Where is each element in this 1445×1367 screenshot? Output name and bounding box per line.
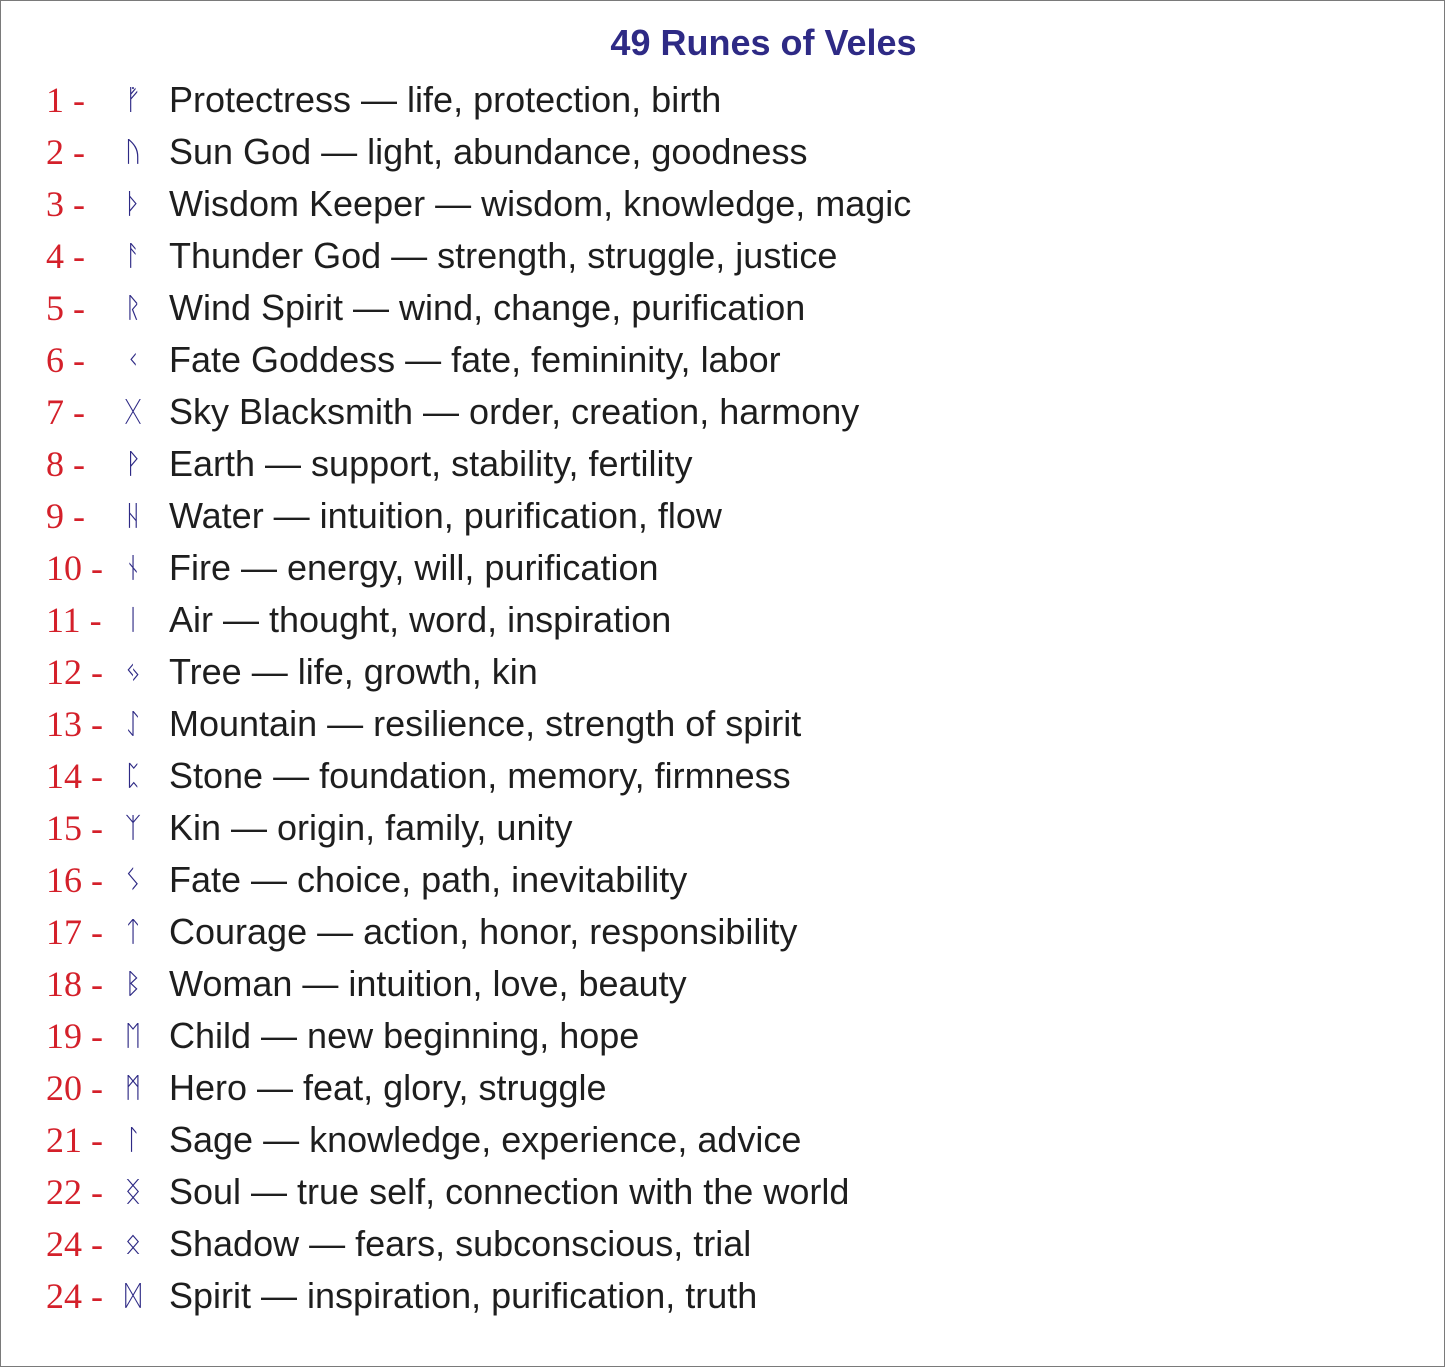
rune-description: Air — thought, word, inspiration (169, 599, 672, 640)
rune-description: Soul — true self, connection with the world (169, 1171, 850, 1212)
rune-child-icon: ᛖ (124, 1019, 142, 1052)
rune-number: 4 - (46, 236, 85, 276)
rune-description: Hero — feat, glory, struggle (169, 1067, 607, 1108)
rune-list-item (1, 802, 1401, 854)
rune-protectress-icon: ᚡ (124, 83, 142, 116)
rune-courage-icon: ᛏ (124, 915, 142, 948)
rune-list (1, 74, 1401, 1322)
rune-number: 24 - (46, 1276, 103, 1316)
rune-shadow-icon: ᛟ (124, 1227, 142, 1260)
rune-list-item (1, 906, 1401, 958)
rune-number: 5 - (46, 288, 85, 328)
rune-list-item (1, 958, 1401, 1010)
rune-list-item (1, 438, 1401, 490)
rune-number: 20 - (46, 1068, 103, 1108)
rune-spirit-icon: ᛞ (124, 1279, 142, 1312)
rune-number: 21 - (46, 1120, 103, 1160)
rune-number: 8 - (46, 444, 85, 484)
rune-list-item (1, 74, 1401, 126)
rune-description: Sky Blacksmith — order, creation, harmony (169, 391, 860, 432)
rune-description: Earth — support, stability, fertility (169, 443, 693, 484)
rune-description: Fate Goddess — fate, femininity, labor (169, 339, 781, 380)
rune-number: 7 - (46, 392, 85, 432)
rune-description: Sage — knowledge, experience, advice (169, 1119, 802, 1160)
rune-number: 11 - (46, 600, 102, 640)
rune-number: 14 - (46, 756, 103, 796)
rune-description: Child — new beginning, hope (169, 1015, 640, 1056)
rune-sun-god-icon: ᚢ (124, 135, 142, 168)
rune-list-item (1, 126, 1401, 178)
rune-list-item (1, 750, 1401, 802)
rune-list-item (1, 334, 1401, 386)
rune-description: Fate — choice, path, inevitability (169, 859, 688, 900)
rune-air-icon: ᛁ (124, 603, 142, 636)
rune-number: 9 - (46, 496, 85, 536)
rune-number: 18 - (46, 964, 103, 1004)
rune-wisdom-keeper-icon: ᚦ (124, 187, 142, 220)
rune-number: 13 - (46, 704, 103, 744)
rune-sky-blacksmith-icon: ᚷ (124, 395, 142, 428)
rune-water-icon: ᚺ (124, 499, 142, 532)
rune-list-item (1, 1166, 1401, 1218)
rune-soul-icon: ᛝ (124, 1175, 142, 1208)
rune-list-item (1, 230, 1401, 282)
rune-fate-goddess-icon: ᚲ (124, 343, 142, 376)
rune-description: Kin — origin, family, unity (169, 807, 573, 848)
rune-number: 3 - (46, 184, 85, 224)
rune-number: 12 - (46, 652, 103, 692)
rune-tree-icon: ᛃ (124, 655, 142, 688)
rune-description: Spirit — inspiration, purification, truth (169, 1275, 758, 1316)
rune-list-item (1, 282, 1401, 334)
rune-number: 6 - (46, 340, 85, 380)
rune-number: 16 - (46, 860, 103, 900)
rune-number: 19 - (46, 1016, 103, 1056)
rune-number: 22 - (46, 1172, 103, 1212)
rune-sage-icon: ᛚ (124, 1123, 142, 1156)
rune-stone-icon: ᛈ (124, 759, 142, 792)
rune-list-item (1, 1218, 1401, 1270)
rune-list-item (1, 490, 1401, 542)
rune-list-item (1, 698, 1401, 750)
rune-list-item (1, 386, 1401, 438)
rune-fate-icon: ᛊ (124, 863, 142, 896)
rune-kin-icon: ᛉ (124, 811, 142, 844)
rune-description: Tree — life, growth, kin (169, 651, 538, 692)
rune-number: 1 - (46, 80, 85, 120)
rune-description: Mountain — resilience, strength of spirit (169, 703, 802, 744)
rune-fire-icon: ᚾ (124, 551, 142, 584)
rune-description: Courage — action, honor, responsibility (169, 911, 798, 952)
rune-woman-icon: ᛒ (124, 967, 142, 1000)
rune-list-item (1, 1114, 1401, 1166)
rune-number: 2 - (46, 132, 85, 172)
rune-number: 24 - (46, 1224, 103, 1264)
rune-description: Wind Spirit — wind, change, purification (169, 287, 806, 328)
rune-list-item (1, 178, 1401, 230)
rune-description: Stone — foundation, memory, firmness (169, 755, 791, 796)
rune-wind-spirit-icon: ᚱ (124, 291, 142, 324)
rune-list-item (1, 1062, 1401, 1114)
rune-list-item (1, 542, 1401, 594)
rune-list-item (1, 646, 1401, 698)
rune-mountain-icon: ᛇ (124, 707, 142, 740)
rune-list-item (1, 854, 1401, 906)
rune-number: 17 - (46, 912, 103, 952)
rune-description: Woman — intuition, love, beauty (169, 963, 687, 1004)
rune-list-item (1, 1010, 1401, 1062)
rune-list-item (1, 1270, 1401, 1322)
rune-list-item (1, 594, 1401, 646)
rune-description: Water — intuition, purification, flow (169, 495, 722, 536)
rune-number: 10 - (46, 548, 103, 588)
rune-hero-icon: ᛗ (124, 1071, 142, 1104)
rune-description: Wisdom Keeper — wisdom, knowledge, magic (169, 183, 912, 224)
rune-description: Shadow — fears, subconscious, trial (169, 1223, 752, 1264)
rune-number: 15 - (46, 808, 103, 848)
rune-earth-icon: ᚹ (124, 447, 142, 480)
rune-thunder-god-icon: ᚨ (124, 239, 142, 272)
rune-description: Sun God — light, abundance, goodness (169, 131, 808, 172)
rune-description: Protectress — life, protection, birth (169, 79, 722, 120)
rune-description: Fire — energy, will, purification (169, 547, 659, 588)
page-title: 49 Runes of Veles (610, 22, 917, 63)
rune-description: Thunder God — strength, struggle, justice (169, 235, 838, 276)
